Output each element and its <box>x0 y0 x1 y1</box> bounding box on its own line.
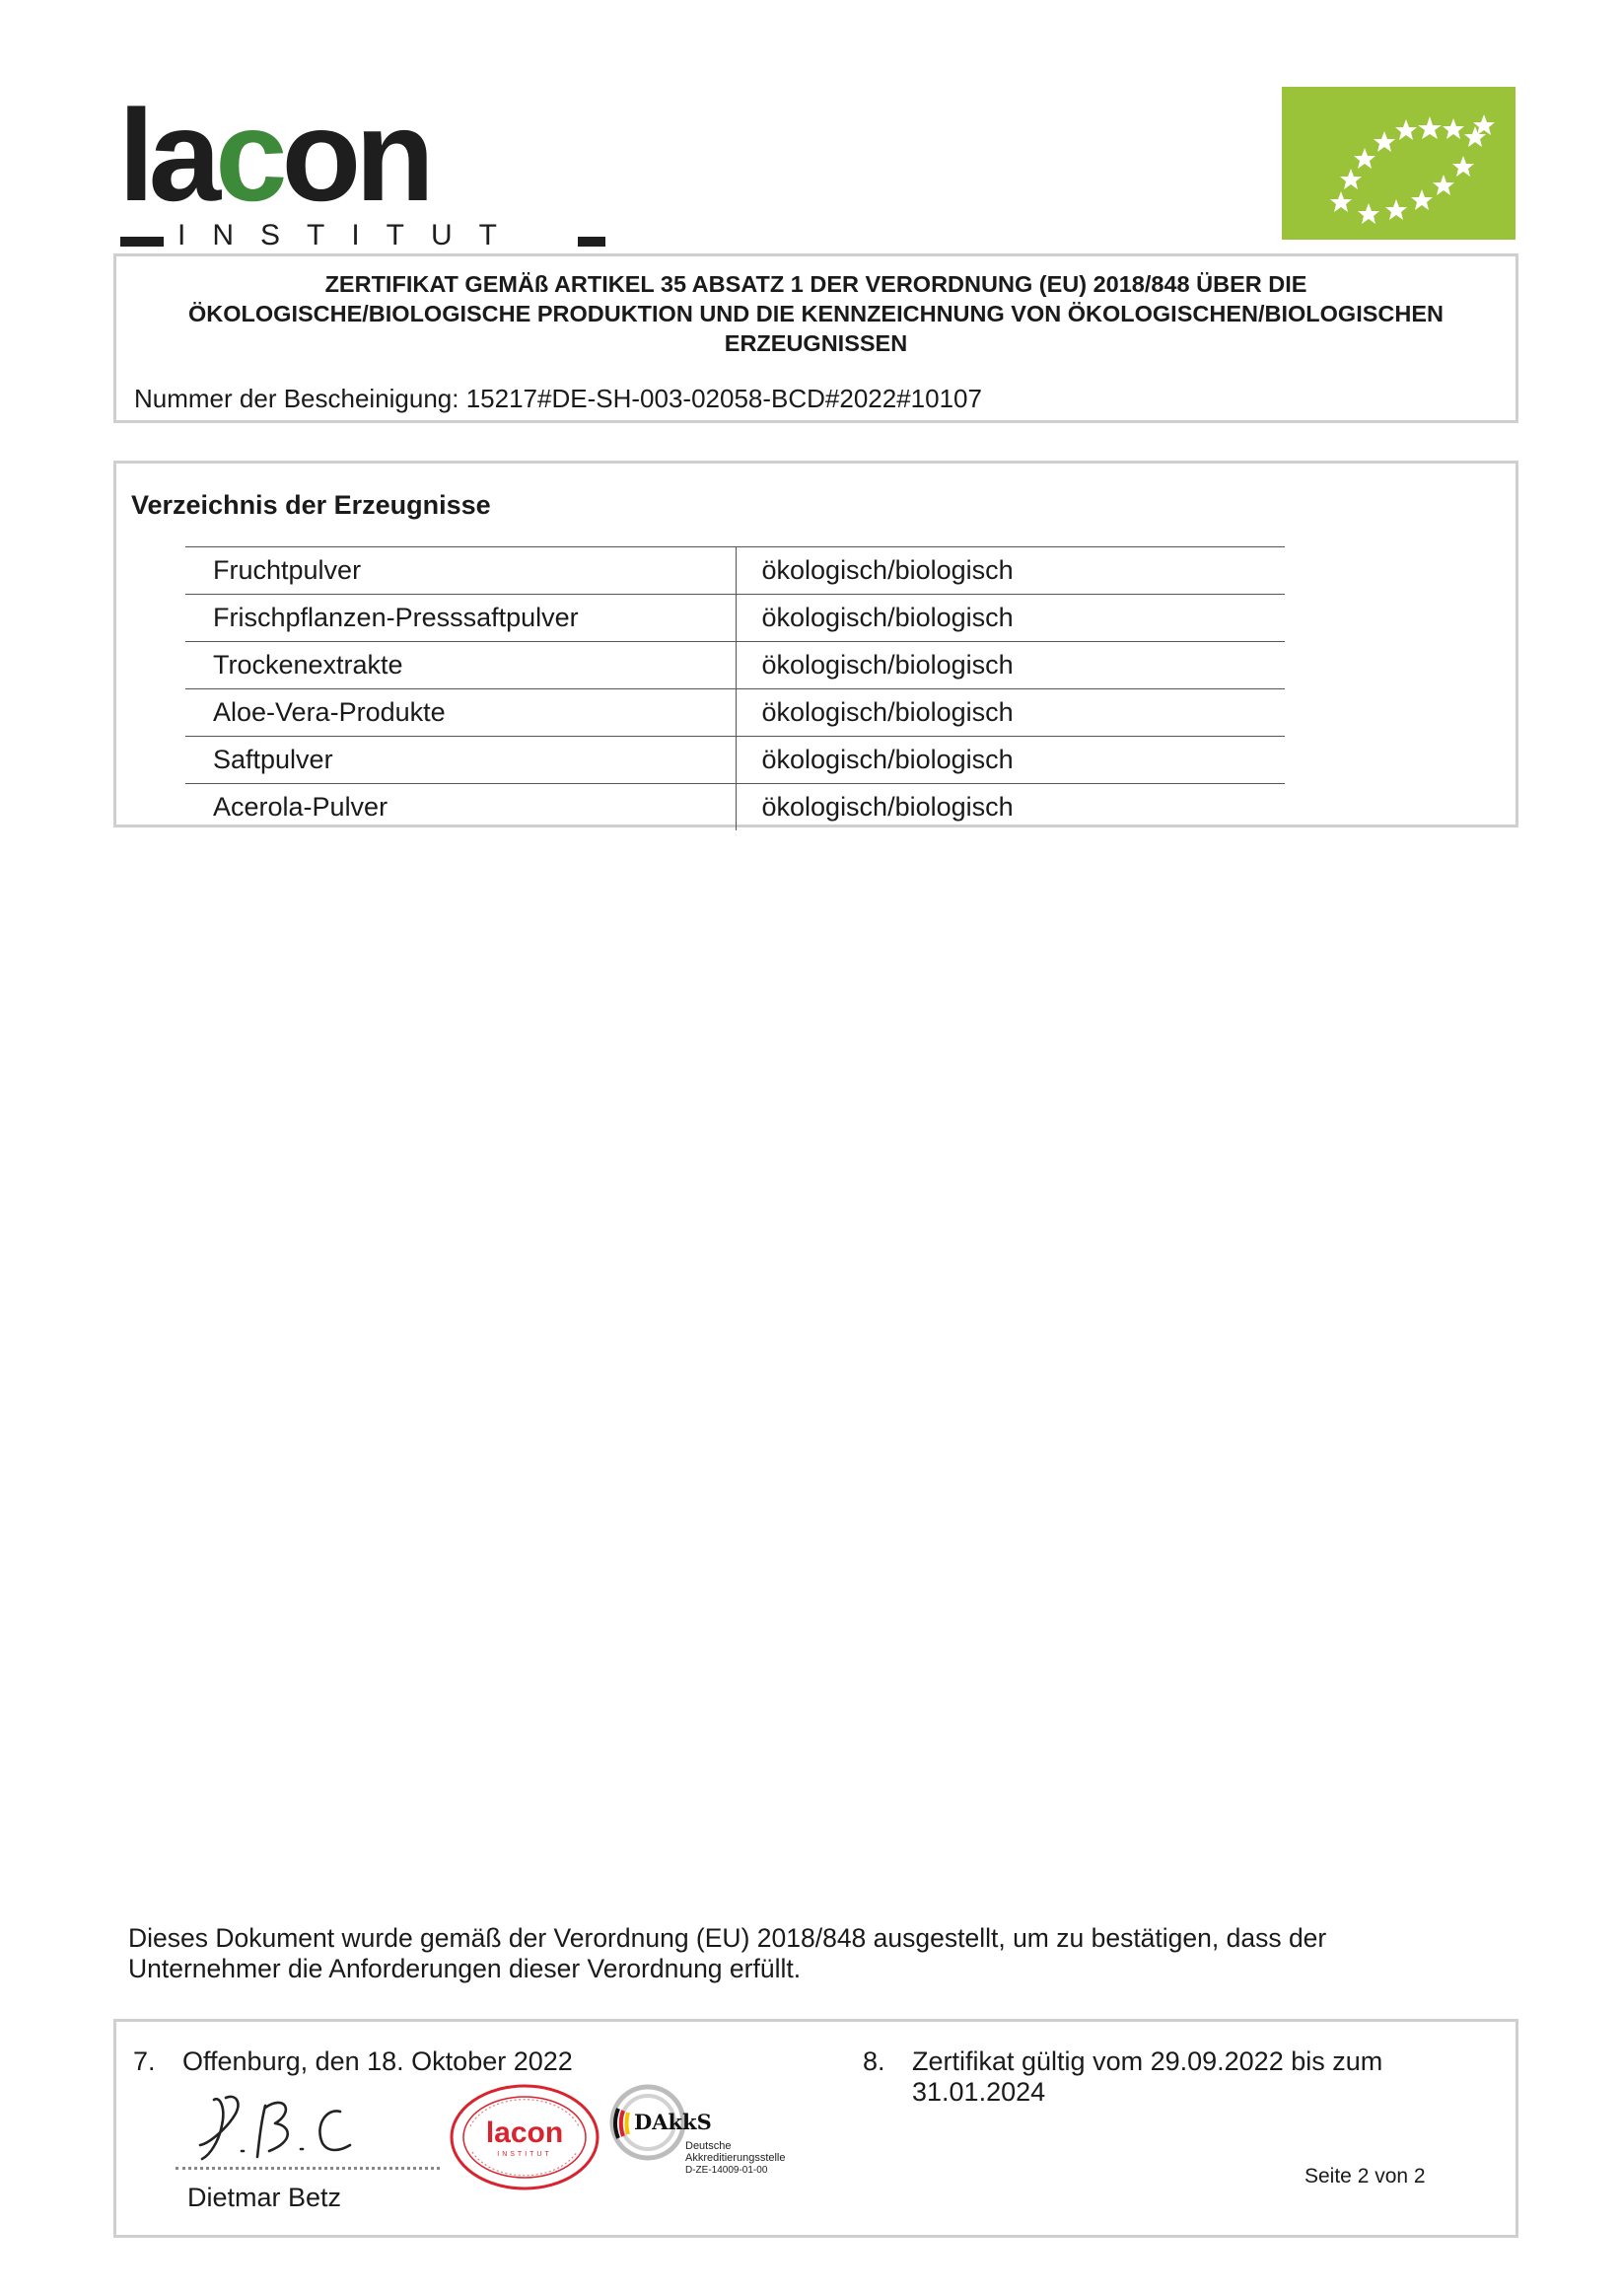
item-8-number: 8. <box>863 2046 885 2076</box>
conformity-statement <box>128 1923 1489 1984</box>
certificate-title <box>116 269 1516 358</box>
dakks-logo <box>608 2083 806 2177</box>
product-status: ökologisch/biologisch <box>736 642 1285 689</box>
table-row <box>185 595 1285 642</box>
table-row <box>185 547 1285 595</box>
signature-line <box>176 2167 440 2170</box>
seal-wordmark: lacon <box>485 2117 564 2149</box>
lacon-seal-stamp <box>449 2083 601 2191</box>
table-row <box>185 689 1285 737</box>
place-date: Offenburg, den 18. Oktober 2022 <box>182 2046 573 2076</box>
eu-organic-leaf-icon <box>1282 87 1516 240</box>
dakks-name: DAkkS <box>634 2110 712 2134</box>
certificate-title-line: ÖKOLOGISCHE/BIOLOGISCHE PRODUKTION UND DIE KENNZEICHNUNG VON ÖKOLOGISCHEN/BIOLOGISCHEN <box>188 301 1444 326</box>
product-name: Trockenextrakte <box>185 642 736 689</box>
logo-wordmark <box>118 83 429 228</box>
product-name: Saftpulver <box>185 737 736 784</box>
product-name: Aloe-Vera-Produkte <box>185 689 736 737</box>
statement-line: Unternehmer die Anforderungen dieser Verordnung erfüllt. <box>128 1954 802 1983</box>
product-name: Acerola-Pulver <box>185 784 736 831</box>
dakks-accreditation-number: D-ZE-14009-01-00 <box>685 2165 768 2176</box>
dakks-line: Deutsche <box>685 2140 732 2152</box>
product-status: ökologisch/biologisch <box>736 784 1285 831</box>
dakks-line: Akkreditierungsstelle <box>685 2152 786 2164</box>
product-name: Frischpflanzen-Presssaftpulver <box>185 595 736 642</box>
product-status: ökologisch/biologisch <box>736 737 1285 784</box>
table-row <box>185 784 1285 831</box>
lacon-logo <box>118 83 524 251</box>
seal-subtitle: INSTITUT <box>497 2151 552 2158</box>
validity-line: 31.01.2024 <box>912 2077 1046 2107</box>
logo-letter-c: c <box>215 83 282 228</box>
statement-line: Dieses Dokument wurde gemäß der Verordnung (EU) 2018/848 ausgestellt, um zu bestätigen, dass der <box>128 1923 1327 1953</box>
certificate-number: Nummer der Bescheinigung: 15217#DE-SH-003-02058-BCD#2022#10107 <box>134 384 982 413</box>
certificate-title-line: ERZEUGNISSEN <box>724 330 908 356</box>
validity-period <box>912 2046 1464 2108</box>
product-name: Fruchtpulver <box>185 547 736 595</box>
table-row <box>185 737 1285 784</box>
item-7-number: 7. <box>133 2046 156 2076</box>
logo-letter-a: a <box>148 83 216 228</box>
products-title: Verzeichnis der Erzeugnisse <box>131 490 491 520</box>
certificate-header-box <box>113 253 1518 423</box>
logo-letter-l: l <box>118 83 149 228</box>
product-status: ökologisch/biologisch <box>736 547 1285 595</box>
logo-subtitle: INSTITUT <box>177 219 524 251</box>
logo-letter-o: o <box>281 83 356 228</box>
logo-letter-n: n <box>355 83 429 228</box>
products-table <box>185 546 1285 830</box>
products-box <box>113 461 1518 827</box>
product-status: ökologisch/biologisch <box>736 595 1285 642</box>
logo-underline-left <box>120 237 164 247</box>
certificate-title-line: ZERTIFIKAT GEMÄß ARTIKEL 35 ABSATZ 1 DER VERORDNUNG (EU) 2018/848 ÜBER DIE <box>324 271 1307 297</box>
logo-underline-right <box>578 237 605 247</box>
page-number: Seite 2 von 2 <box>1305 2165 1426 2188</box>
validity-line: Zertifikat gültig vom 29.09.2022 bis zum <box>912 2046 1383 2076</box>
table-row <box>185 642 1285 689</box>
product-status: ökologisch/biologisch <box>736 689 1285 737</box>
signer-name: Dietmar Betz <box>187 2183 342 2212</box>
signature-image <box>192 2086 360 2165</box>
